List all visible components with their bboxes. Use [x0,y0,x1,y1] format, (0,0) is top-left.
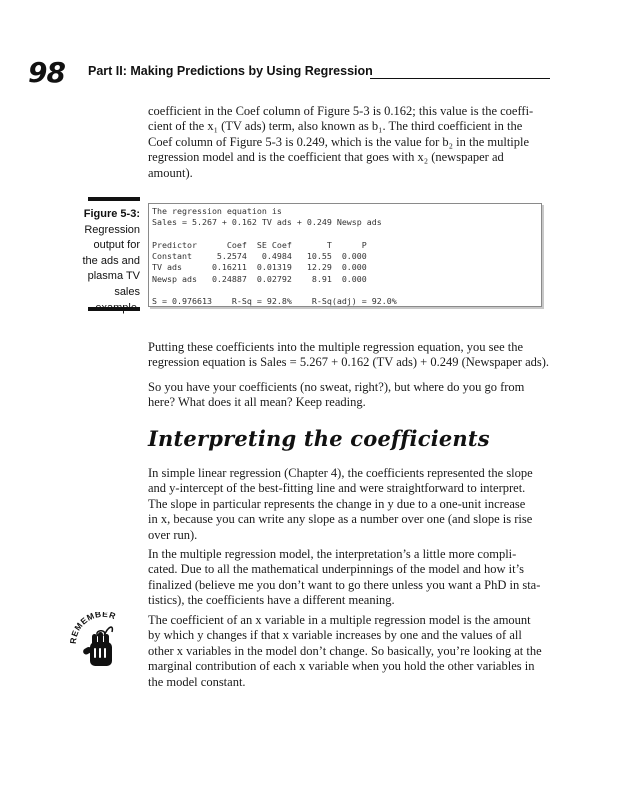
caption-line: Regression [84,223,140,236]
text-line: Coef column of Figure 5-3 is 0.249, which is the value for b₂ in the multiple [148,134,530,149]
text-line: regression model and is the coefficient that goes with x₂ (newspaper ad [148,150,504,165]
text-line: The coefficient of an x variable in a multiple regression model is the amount [148,613,531,627]
text-line: over run). [148,527,198,542]
text-line: tistics), the coefficients have a different meaning. [148,593,395,608]
caption-line: the ads and [82,254,140,267]
text-line: In the multiple regression model, the interpretation’s a little more compli- [148,547,517,561]
remember-icon-graphic [68,612,138,674]
output-line: TV ads 0.16211 0.01319 12.29 0.000 [152,262,367,273]
text-line: In simple linear regression (Chapter 4), the coefficients represented the slope [148,466,533,480]
text-line: finalized (believe me you don’t want to go there unless you want a PhD in sta- [148,577,541,592]
paragraph-simple-linear [148,466,548,543]
figure-label: Figure 5-3: [83,208,140,220]
regression-output-text [152,206,397,308]
figure-rule-top [88,197,140,201]
text-line: amount). [148,165,193,180]
header-rule [370,78,550,79]
running-head: Part II: Making Predictions by Using Regression [88,64,373,78]
output-line: Predictor Coef SE Coef T P [152,239,367,250]
text-line: the model constant. [148,674,246,689]
text-line: cient of the x₁ (TV ads) term, also known as b₁. The third coefficient in the [148,119,523,134]
output-line: The regression equation is [152,206,282,216]
remember-label: REMEMBER [68,612,118,645]
paragraph-intro [148,104,548,181]
text-line: in x, because you can write any slope as a number over one (and slope is rise [148,512,533,527]
text-line: cated. Due to all the mathematical underpinnings of the model and how it’s [148,562,524,577]
output-line: S = 0.976613 R-Sq = 92.8% R-Sq(adj) = 92.0% [152,296,397,307]
remember-hand-icon [68,612,138,674]
text-line: coefficient in the Coef column of Figure 5-3 is 0.162; this value is the coeffi- [148,104,534,118]
caption-line: output for [93,239,140,252]
text-line: by which y changes if that x variable increases by one and the values of all [148,628,522,643]
page-number: 98 [28,56,65,89]
paragraph-equation [148,340,548,371]
paragraph-remember [148,613,548,690]
caption-line: plasma TV [87,270,140,283]
output-line: Constant 5.2574 0.4984 10.55 0.000 [152,251,367,262]
text-line: other x variables in the model don’t change. So basically, you’re looking at the [148,643,542,658]
output-line: Newsp ads 0.24887 0.02792 8.91 0.000 [152,273,367,284]
section-heading: Interpreting the coefficients [148,426,490,451]
text-line: marginal contribution of each x variable when you hold the other variables in [148,659,535,674]
text-line: regression equation is Sales = 5.267 + 0.162 (TV ads) + 0.249 (Newspaper ads). [148,355,550,370]
paragraph-multiple-model [148,547,548,609]
figure-caption [70,207,140,316]
text-line: and y-intercept of the best-fitting line and were straightforward to interpret. [148,481,526,496]
paragraph-so-you-have [148,380,548,411]
text-line: Putting these coefficients into the multiple regression equation, you see the [148,340,524,354]
caption-line: sales [114,285,140,298]
output-line: Sales = 5.267 + 0.162 TV ads + 0.249 Newsp ads [152,217,382,228]
figure-rule-bottom [88,307,140,311]
text-line: The slope in particular represents the change in y due to a one-unit increase [148,496,526,511]
text-line: So you have your coefficients (no sweat, right?), but where do you go from [148,380,525,394]
text-line: here? What does it all mean? Keep reading. [148,395,366,410]
